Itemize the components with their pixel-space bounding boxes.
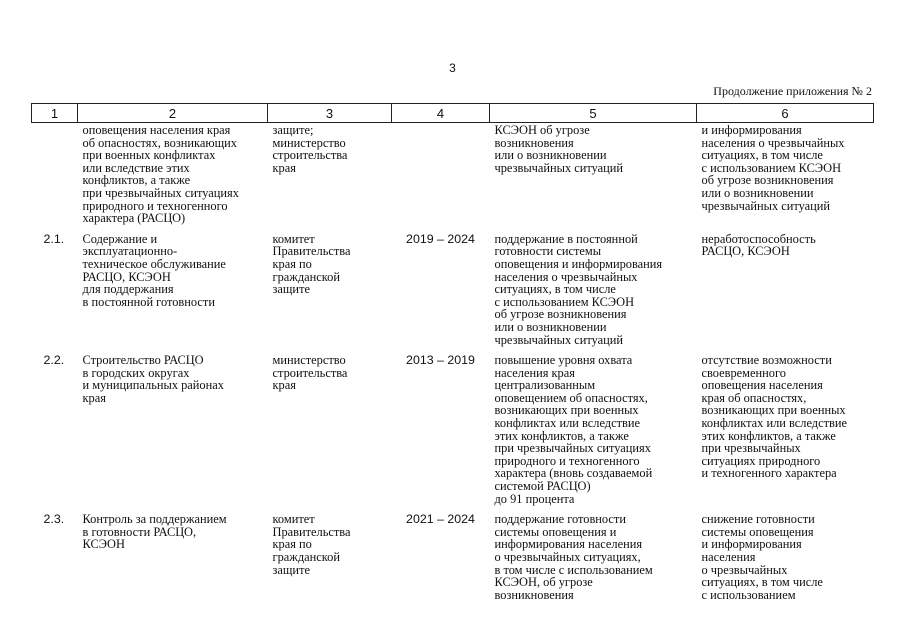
- page-number: 3: [449, 61, 456, 75]
- executor: защите; министерство строительства края: [272, 123, 348, 175]
- measure-name: оповещения населения края об опасностях, возникающих при военных конфликтах или вследствие этих конфликтов, а также при чрезвычайных ситуациях природного и техногенного характера (РАСЦО): [82, 123, 239, 226]
- table-row: [32, 509, 874, 605]
- table-row: [32, 350, 874, 509]
- row-number: 2.2.: [43, 353, 65, 368]
- years: 2013 – 2019: [406, 353, 475, 368]
- expected-result: поддержание готовности системы оповещения и информирования населения о чрезвычайных ситуациях, в том числе с использованием КСЭОН, об угрозе возникновения: [494, 512, 653, 602]
- measure-name: Контроль за поддержанием в готовности РАСЦО, КСЭОН: [82, 512, 227, 552]
- continuation-note: Продолжение приложения № 2: [713, 84, 872, 98]
- executor: министерство строительства края: [272, 353, 348, 393]
- measure-name: Строительство РАСЦО в городских округах и муниципальных районах края: [82, 353, 224, 405]
- years: 2021 – 2024: [406, 512, 475, 527]
- row-number: 2.3.: [43, 512, 65, 527]
- appendix-table: [31, 103, 874, 605]
- column-number: 6: [697, 104, 874, 123]
- column-number: 2: [78, 104, 268, 123]
- years: 2019 – 2024: [406, 231, 475, 246]
- executor: комитет Правительства края по гражданской защите: [272, 231, 351, 297]
- column-number: 1: [32, 104, 78, 123]
- column-number: 4: [392, 104, 490, 123]
- measure-name: Содержание и эксплуатационно- техническое обслуживание РАСЦО, КСЭОН для поддержания в постоянной готовности: [82, 231, 226, 309]
- column-number: 3: [268, 104, 392, 123]
- row-number: 2.1.: [43, 231, 65, 246]
- consequence: неработоспособность РАСЦО, КСЭОН: [701, 231, 816, 259]
- table-row: [32, 123, 874, 229]
- executor: комитет Правительства края по гражданской защите: [272, 512, 351, 577]
- consequence: и информирования населения о чрезвычайных ситуациях, в том числе с использованием КСЭОН об угрозе возникновения или о возникновении чрезвычайных ситуаций: [701, 123, 845, 213]
- expected-result: КСЭОН об угрозе возникновения или о возникновении чрезвычайных ситуаций: [494, 123, 624, 175]
- expected-result: повышение уровня охвата населения края централизованным оповещением об опасностях, возникающих при военных конфликтах или вследствие этих конфликтов, а также при чрезвычайных ситуациях природного и техногенного характера (вновь создаваемой системой РАСЦО) до 91 процента: [494, 353, 653, 506]
- years: [392, 123, 490, 229]
- consequence: отсутствие возможности своевременного оповещения населения края об опасностях, возникающих при военных конфликтах или вследствие этих конфликтов, а также при чрезвычайных ситуациях природного и техногенного характера: [701, 353, 848, 481]
- row-number: [32, 123, 78, 229]
- column-number-row: [32, 104, 874, 123]
- table-row: [32, 229, 874, 350]
- expected-result: поддержание в постоянной готовности системы оповещения и информирования населения о чрезвычайных ситуациях, в том числе с использованием КСЭОН об угрозе возникновения или о возникновении чрезвычайных ситуаций: [494, 231, 663, 347]
- consequence: снижение готовности системы оповещения и информирования населения о чрезвычайных ситуациях, в том числе с использованием: [701, 512, 823, 602]
- column-number: 5: [490, 104, 697, 123]
